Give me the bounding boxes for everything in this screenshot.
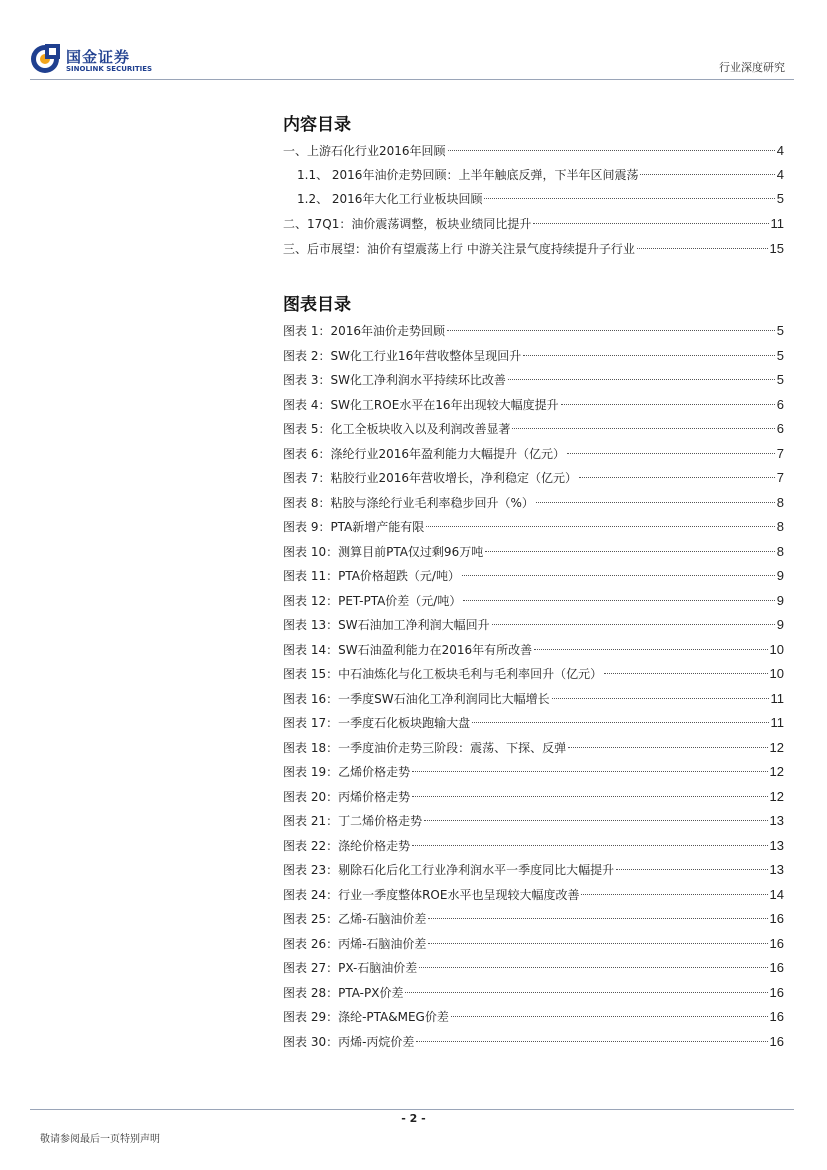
leader-dots: [405, 992, 767, 993]
figure-entry-page: 16: [769, 911, 784, 926]
figure-entry[interactable]: [283, 861, 784, 879]
figure-entry-label: 图表 10：测算目前PTA仅过剩96万吨: [283, 544, 484, 559]
leader-dots: [512, 428, 774, 429]
figure-entry[interactable]: [283, 1008, 784, 1026]
toc-entry-page: 11: [770, 216, 784, 231]
figure-entry[interactable]: [283, 690, 784, 708]
figure-entry[interactable]: [283, 347, 784, 365]
leader-dots: [416, 1041, 767, 1042]
figure-entry-label: 图表 30：丙烯-丙烷价差: [283, 1034, 415, 1049]
figure-entry[interactable]: [283, 494, 784, 512]
toc-entry-page: 5: [776, 191, 784, 206]
figure-entry-label: 图表 13：SW石油加工净利润大幅回升: [283, 618, 490, 632]
figure-entry[interactable]: [283, 739, 784, 757]
leader-dots: [472, 722, 768, 723]
toc-entry-page: 4: [776, 167, 784, 182]
figure-entry-page: 13: [769, 837, 784, 853]
figure-entry-page: 10: [769, 641, 784, 657]
leader-dots: [447, 330, 775, 331]
figure-entry-page: 13: [769, 813, 784, 828]
toc-entry-label: 二、17Q1：油价震荡调整，板块业绩同比提升: [283, 217, 532, 231]
figure-entry-label: 图表 18：一季度油价走势三阶段：震荡、下探、反弹: [283, 740, 567, 755]
leader-dots: [567, 453, 775, 454]
figure-entry-page: 16: [769, 935, 784, 951]
document-type: 行业深度研究: [719, 61, 785, 74]
figure-entry-page: 10: [769, 666, 784, 681]
figure-entry-label: 图表 9：PTA新增产能有限: [283, 520, 425, 534]
figure-entry-label: 图表 3：SW化工净利润水平持续环比改善: [283, 373, 506, 387]
figure-entry[interactable]: [283, 886, 784, 904]
figure-entry-label: 图表 8：粘胶与涤纶行业毛利率稳步回升（%）: [283, 495, 534, 510]
leader-dots: [428, 943, 767, 944]
figure-entry-label: 图表 4：SW化工ROE水平在16年出现较大幅度提升: [283, 397, 559, 412]
figure-entry-page: 16: [769, 960, 784, 975]
figure-entry-label: 图表 28：PTA-PX价差: [283, 985, 404, 1000]
leader-dots: [508, 379, 775, 380]
figure-entry-page: 12: [769, 739, 784, 755]
footer-divider: [30, 1109, 794, 1110]
figure-entry[interactable]: [283, 665, 784, 683]
toc-entry-label: 1.2、 2016年大化工行业板块回顾: [297, 192, 483, 206]
toc-entry[interactable]: [283, 142, 784, 160]
figure-entry-label: 图表 20：丙烯价格走势: [283, 789, 411, 804]
figure-entry[interactable]: [283, 1033, 784, 1051]
figure-entry-label: 图表 2：SW化工行业16年营收整体呈现回升: [283, 348, 522, 363]
leader-dots: [552, 698, 769, 699]
toc-entry[interactable]: [297, 190, 784, 208]
leader-dots: [424, 820, 767, 821]
figure-entry-label: 图表 27：PX-石脑油价差: [283, 961, 418, 975]
figure-entry[interactable]: [283, 910, 784, 928]
figure-entry[interactable]: [283, 959, 784, 977]
figure-entry-label: 图表 22：涤纶价格走势: [283, 838, 411, 853]
leader-dots: [604, 673, 767, 674]
leader-dots: [536, 502, 775, 503]
toc-entry[interactable]: [283, 240, 784, 258]
figure-entry-page: 8: [776, 519, 784, 534]
leader-dots: [568, 747, 767, 748]
figure-entry-page: 6: [776, 396, 784, 412]
toc-entry-page: 15: [769, 241, 784, 256]
leader-dots: [523, 355, 775, 356]
figure-entry-label: 图表 17：一季度石化板块跑输大盘: [283, 716, 471, 730]
figure-entry-label: 图表 11：PTA价格超跌（元/吨）: [283, 569, 460, 583]
toc-entry-page: 4: [776, 143, 784, 158]
figure-entry-label: 图表 7：粘胶行业2016年营收增长，净利稳定（亿元）: [283, 471, 577, 485]
logo-name-cn: 国金证券: [66, 48, 131, 66]
figure-entry-label: 图表 29：涤纶-PTA&MEG价差: [283, 1010, 449, 1024]
figure-entry-label: 图表 16：一季度SW石油化工净利润同比大幅增长: [283, 691, 550, 706]
leader-dots: [533, 223, 768, 224]
toc-entry-label: 三、后市展望：油价有望震荡上行 中游关注景气度持续提升子行业: [283, 242, 635, 256]
figure-entry[interactable]: [283, 935, 784, 953]
leader-dots: [561, 404, 775, 405]
leader-dots: [426, 526, 774, 527]
figure-entry[interactable]: [283, 396, 784, 414]
figure-entry-label: 图表 1：2016年油价走势回顾: [283, 324, 445, 338]
figure-entry-page: 8: [776, 494, 784, 510]
sinolink-logo: [30, 44, 160, 78]
leader-dots: [492, 624, 775, 625]
leader-dots: [485, 551, 775, 552]
leader-dots: [640, 174, 774, 175]
figure-entry-page: 9: [776, 592, 784, 608]
leader-dots: [428, 918, 767, 919]
figure-entry-label: 图表 26：丙烯-石脑油价差: [283, 936, 427, 951]
figure-entry-page: 9: [776, 568, 784, 583]
figure-entry-page: 16: [769, 1033, 784, 1049]
figure-entry-page: 7: [776, 445, 784, 461]
figures-title: 图表目录: [283, 295, 351, 315]
figure-entry-page: 14: [769, 886, 784, 902]
disclaimer-note: 敬请参阅最后一页特别声明: [40, 1134, 160, 1145]
sinolink-logo-icon: [30, 44, 60, 74]
figure-entry-page: 12: [769, 764, 784, 779]
leader-dots: [419, 967, 767, 968]
figure-entry-page: 6: [776, 421, 784, 436]
figure-entry-label: 图表 24：行业一季度整体ROE水平也呈现较大幅度改善: [283, 887, 580, 902]
figure-entry-page: 16: [769, 1009, 784, 1024]
figure-entry-page: 8: [776, 543, 784, 559]
figure-entry[interactable]: [283, 812, 784, 830]
header-divider: [30, 79, 794, 80]
figure-entry[interactable]: [283, 788, 784, 806]
figure-entry-page: 5: [776, 347, 784, 363]
figure-entry[interactable]: [283, 469, 784, 487]
leader-dots: [581, 894, 767, 895]
figure-entry-label: 图表 12：PET-PTA价差（元/吨）: [283, 593, 462, 608]
figure-entry-page: 9: [776, 617, 784, 632]
leader-dots: [616, 869, 767, 870]
leader-dots: [412, 771, 767, 772]
figure-entry[interactable]: [283, 371, 784, 389]
figure-entry[interactable]: [283, 763, 784, 781]
figure-entry-page: 12: [769, 788, 784, 804]
figure-entry[interactable]: [283, 837, 784, 855]
figure-entry[interactable]: [283, 518, 784, 536]
figure-entry-page: 16: [769, 984, 784, 1000]
logo-name-en: SINOLINK SECURITIES: [66, 65, 153, 73]
page-number: - 2 -: [401, 1112, 426, 1125]
figure-entry-page: 5: [776, 372, 784, 387]
leader-dots: [637, 248, 768, 249]
figure-entry[interactable]: [283, 420, 784, 438]
figure-entry[interactable]: [283, 984, 784, 1002]
leader-dots: [534, 649, 767, 650]
figure-entry-page: 5: [776, 323, 784, 338]
leader-dots: [462, 575, 775, 576]
figure-entry-label: 图表 23：剔除石化后化工行业净利润水平一季度同比大幅提升: [283, 863, 615, 877]
leader-dots: [579, 477, 775, 478]
figure-entry[interactable]: [283, 567, 784, 585]
figure-entry-label: 图表 6：涤纶行业2016年盈利能力大幅提升（亿元）: [283, 446, 565, 461]
toc-title: 内容目录: [283, 115, 351, 135]
figure-entry-label: 图表 15：中石油炼化与化工板块毛利与毛利率回升（亿元）: [283, 667, 603, 681]
toc-entry-label: 一、上游石化行业2016年回顾: [283, 144, 446, 158]
figure-entry[interactable]: [283, 616, 784, 634]
figure-entry[interactable]: [283, 322, 784, 340]
figure-entry-label: 图表 25：乙烯-石脑油价差: [283, 912, 427, 926]
figure-entry-label: 图表 19：乙烯价格走势: [283, 765, 411, 779]
leader-dots: [448, 150, 775, 151]
leader-dots: [451, 1016, 768, 1017]
figure-entry[interactable]: [283, 714, 784, 732]
figure-entry-page: 11: [770, 715, 784, 730]
toc-entry-label: 1.1、 2016年油价走势回顾：上半年触底反弹，下半年区间震荡: [297, 168, 639, 182]
figure-entry[interactable]: [283, 641, 784, 659]
figure-entry-label: 图表 21：丁二烯价格走势: [283, 814, 423, 828]
page-header: [0, 0, 827, 80]
figure-entry-page: 13: [769, 862, 784, 877]
figure-entry[interactable]: [283, 445, 784, 463]
toc-entry[interactable]: [297, 166, 784, 184]
figure-entry-page: 7: [776, 470, 784, 485]
figure-entry-label: 图表 14：SW石油盈利能力在2016年有所改善: [283, 642, 533, 657]
leader-dots: [412, 845, 767, 846]
figure-entry-label: 图表 5：化工全板块收入以及利润改善显著: [283, 422, 511, 436]
leader-dots: [484, 198, 774, 199]
figure-entry-page: 11: [770, 690, 784, 706]
leader-dots: [463, 600, 774, 601]
figure-entry[interactable]: [283, 543, 784, 561]
leader-dots: [412, 796, 767, 797]
toc-entry[interactable]: [283, 215, 784, 233]
figure-entry[interactable]: [283, 592, 784, 610]
